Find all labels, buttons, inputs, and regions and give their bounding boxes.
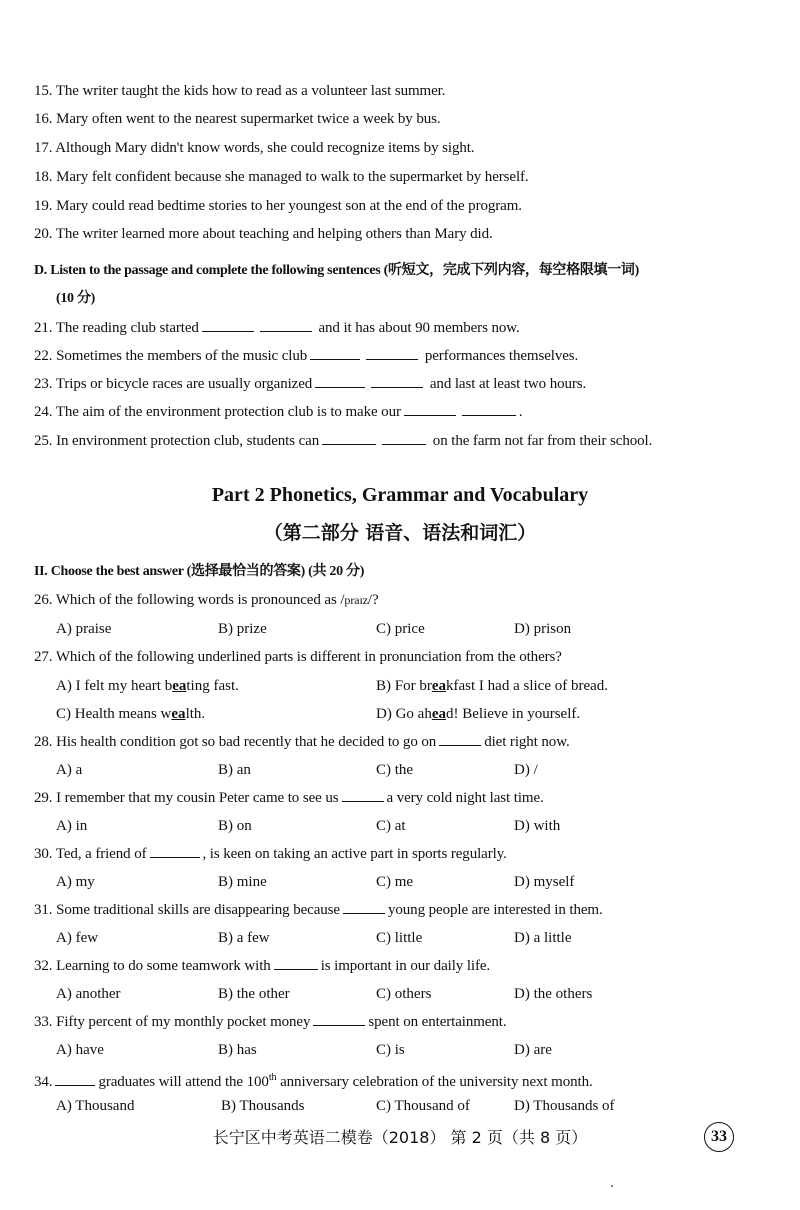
section-d-heading: D. Listen to the passage and complete the following sentences (听短文，完成下列内容，每空格限填一词)	[34, 263, 639, 278]
option-28-d[interactable]: D) /	[514, 762, 538, 778]
option-26-b[interactable]: B) prize	[218, 621, 267, 637]
option-30-c[interactable]: C) me	[376, 874, 414, 890]
answer-blank[interactable]	[150, 845, 200, 858]
answer-blank[interactable]	[322, 432, 376, 445]
option-34-a[interactable]: A) Thousand	[56, 1098, 135, 1114]
statement-16: 16. Mary often went to the nearest supermarket twice a week by bus.	[34, 111, 441, 127]
option-27-b[interactable]: B) For breakfast I had a slice of bread.	[376, 678, 609, 694]
option-30-d[interactable]: D) myself	[514, 874, 575, 890]
question-28: 28. His health condition got so bad recently that he decided to go on diet right now.	[34, 734, 570, 750]
option-32-c[interactable]: C) others	[376, 986, 432, 1002]
option-33-b[interactable]: B) has	[218, 1042, 257, 1058]
option-29-b[interactable]: B) on	[218, 818, 252, 834]
answer-blank[interactable]	[55, 1073, 95, 1086]
answer-blank[interactable]	[202, 319, 254, 332]
part-2-title: Part 2 Phonetics, Grammar and Vocabulary	[211, 484, 589, 506]
option-31-c[interactable]: C) little	[376, 930, 423, 946]
answer-blank[interactable]	[462, 403, 516, 416]
answer-blank[interactable]	[310, 347, 360, 360]
option-31-a[interactable]: A) few	[56, 930, 99, 946]
answer-blank[interactable]	[313, 1013, 365, 1026]
option-32-b[interactable]: B) the other	[218, 986, 290, 1002]
option-30-a[interactable]: A) my	[56, 874, 95, 890]
question-33: 33. Fifty percent of my monthly pocket money spent on entertainment.	[34, 1014, 507, 1030]
fill-sentence-25: 25. In environment protection club, students can on the farm not far from their school.	[34, 433, 653, 449]
option-34-b[interactable]: B) Thousands	[221, 1098, 305, 1114]
option-34-d[interactable]: D) Thousands of	[514, 1098, 615, 1114]
option-26-c[interactable]: C) price	[376, 621, 425, 637]
option-26-d[interactable]: D) prison	[514, 621, 572, 637]
option-27-a[interactable]: A) I felt my heart beating fast.	[56, 678, 239, 694]
answer-blank[interactable]	[315, 375, 365, 388]
question-26: 26. Which of the following words is pronounced as /praɪz/?	[34, 592, 379, 608]
option-28-b[interactable]: B) an	[218, 762, 251, 778]
fill-sentence-24: 24. The aim of the environment protection club is to make our .	[34, 404, 523, 420]
answer-blank[interactable]	[439, 733, 481, 746]
page-footer: 长宁区中考英语二模卷（2018） 第 2 页（共 8 页）	[212, 1128, 588, 1147]
answer-blank[interactable]	[260, 319, 312, 332]
option-33-c[interactable]: C) is	[376, 1042, 405, 1058]
fill-sentence-22: 22. Sometimes the members of the music club performances themselves.	[34, 348, 579, 364]
option-28-a[interactable]: A) a	[56, 762, 83, 778]
option-32-d[interactable]: D) the others	[514, 986, 593, 1002]
option-33-a[interactable]: A) have	[56, 1042, 104, 1058]
option-32-a[interactable]: A) another	[56, 986, 121, 1002]
section-d-score: (10 分)	[56, 291, 96, 306]
question-30: 30. Ted, a friend of , is keen on taking an active part in sports regularly.	[34, 846, 507, 862]
option-26-a[interactable]: A) praise	[56, 621, 112, 637]
answer-blank[interactable]	[342, 789, 384, 802]
option-31-b[interactable]: B) a few	[218, 930, 270, 946]
statement-20: 20. The writer learned more about teaching and helping others than Mary did.	[34, 226, 493, 242]
option-30-b[interactable]: B) mine	[218, 874, 267, 890]
option-27-c[interactable]: C) Health means wealth.	[56, 706, 206, 722]
option-29-c[interactable]: C) at	[376, 818, 406, 834]
question-34: 34. graduates will attend the 100th anniversary celebration of the university next month.	[34, 1072, 593, 1090]
scan-speck	[611, 1185, 613, 1187]
option-27-d[interactable]: D) Go ahead! Believe in yourself.	[376, 706, 581, 722]
option-33-d[interactable]: D) are	[514, 1042, 552, 1058]
question-31: 31. Some traditional skills are disappearing because young people are interested in them.	[34, 902, 603, 918]
answer-blank[interactable]	[382, 432, 426, 445]
answer-blank[interactable]	[274, 957, 318, 970]
statement-19: 19. Mary could read bedtime stories to her youngest son at the end of the program.	[34, 198, 522, 214]
question-27: 27. Which of the following underlined parts is different in pronunciation from the others?	[34, 649, 562, 665]
answer-blank[interactable]	[371, 375, 423, 388]
option-29-a[interactable]: A) in	[56, 818, 88, 834]
question-32: 32. Learning to do some teamwork with is important in our daily life.	[34, 958, 491, 974]
statement-18: 18. Mary felt confident because she managed to walk to the supermarket by herself.	[34, 169, 529, 185]
section-ii-heading: II. Choose the best answer (选择最恰当的答案) (共 20 分)	[34, 564, 365, 579]
fill-sentence-23: 23. Trips or bicycle races are usually organized and last at least two hours.	[34, 376, 587, 392]
option-28-c[interactable]: C) the	[376, 762, 414, 778]
option-34-c[interactable]: C) Thousand of	[376, 1098, 470, 1114]
statement-15: 15. The writer taught the kids how to read as a volunteer last summer.	[34, 83, 446, 99]
part-2-subtitle: （第二部分 语音、语法和词汇）	[263, 522, 537, 544]
question-29: 29. I remember that my cousin Peter came to see us a very cold night last time.	[34, 790, 544, 806]
answer-blank[interactable]	[404, 403, 456, 416]
answer-blank[interactable]	[343, 901, 385, 914]
statement-17: 17. Although Mary didn't know words, she could recognize items by sight.	[34, 140, 475, 156]
answer-blank[interactable]	[366, 347, 418, 360]
option-29-d[interactable]: D) with	[514, 818, 561, 834]
page-number-badge: 33	[704, 1122, 734, 1152]
fill-sentence-21: 21. The reading club started and it has about 90 members now.	[34, 320, 520, 336]
option-31-d[interactable]: D) a little	[514, 930, 572, 946]
